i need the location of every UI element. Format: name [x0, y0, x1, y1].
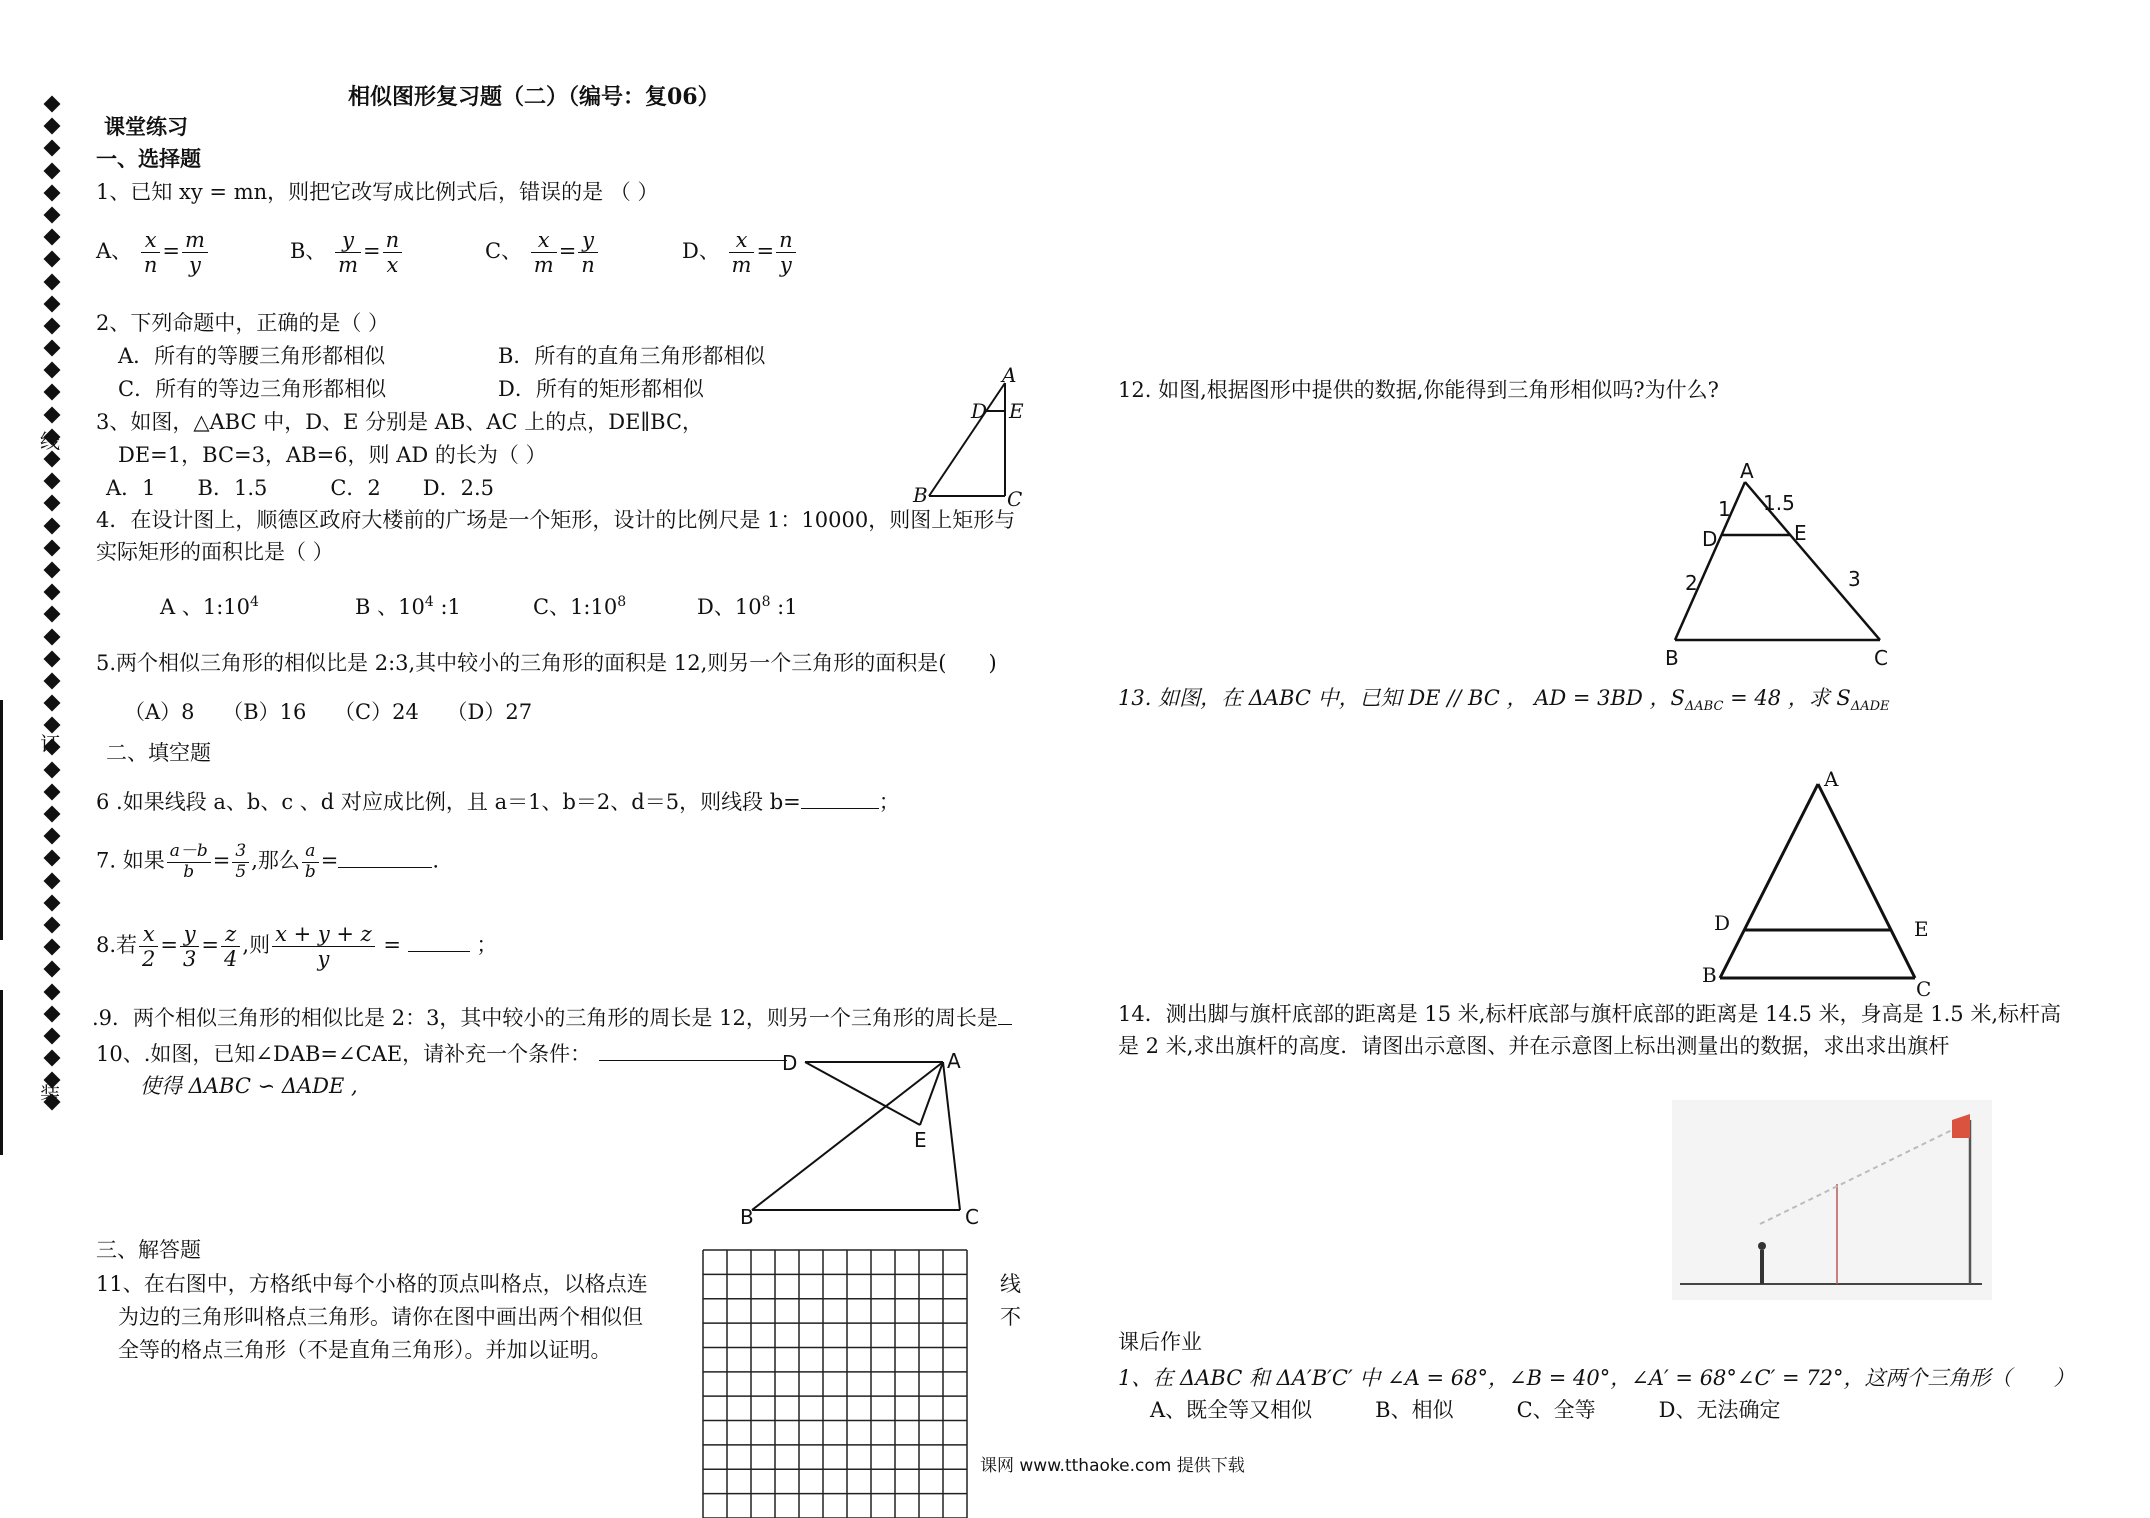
q3-label-b: B — [913, 483, 928, 507]
homework-title: 课后作业 — [1118, 1330, 1202, 1354]
margin-diamond-icon — [44, 850, 61, 867]
binding-mark-line: 线 — [40, 429, 60, 453]
q13-label-d: D — [1714, 911, 1731, 935]
question-4-option-b: B 、$10^4$ :1 — [355, 594, 461, 619]
question-12-stem: 12. 如图,根据图形中提供的数据,你能得到三角形相似吗?为什么? — [1118, 378, 1719, 402]
margin-diamond-icon — [44, 1050, 61, 1067]
question-1-option-c: C、 $\frac{x}{m}$ = $\frac{y}{n}$ — [485, 228, 600, 277]
margin-diamond-icon — [44, 983, 61, 1000]
margin-diamond-icon — [44, 273, 61, 290]
question-1-option-d: D、 $\frac{x}{m}$ = $\frac{n}{y}$ — [682, 228, 798, 277]
question-14-line1: 14．测出脚与旗杆底部的距离是 15 米,标杆底部与旗杆底部的距离是 14.5 米，身高是 1.5 米,标杆高 — [1118, 1002, 2061, 1026]
margin-diamond-column — [44, 98, 62, 1119]
question-13-figure — [1700, 767, 1940, 1001]
question-3-figure — [905, 363, 1045, 511]
margin-diamond-icon — [44, 406, 61, 423]
margin-diamond-icon — [44, 539, 61, 556]
margin-diamond-icon — [44, 872, 61, 889]
question-13-stem: 13. 如图，在 ΔABC 中，已知 DE // BC ， AD = 3BD ，$S_{\Delta ABC} = 48$ ，求 $S_{\Delta ADE}$ — [1118, 686, 1890, 715]
question-14-line2: 是 2 米,求出旗杆的高度．请图出示意图、并在示意图上标出测量出的数据，求出求出旗杆 — [1118, 1034, 1950, 1058]
binding-bar — [0, 990, 3, 1155]
margin-diamond-icon — [44, 916, 61, 933]
question-4-line1: 4．在设计图上，顺德区政府大楼前的广场是一个矩形，设计的比例尺是 1：10000，则图上矩形与 — [96, 508, 1016, 532]
margin-diamond-icon — [44, 184, 61, 201]
margin-diamond-icon — [44, 783, 61, 800]
question-4-option-c: C、$1:10^8$ — [533, 594, 627, 619]
page-title: 相似图形复习题（二）（编号：复06） — [348, 84, 720, 110]
margin-diamond-icon — [44, 650, 61, 667]
question-3-line1: 3、如图，△ABC 中，D、E 分别是 AB、AC 上的点，DE∥BC， — [96, 410, 704, 434]
question-2-option-c: C．所有的等边三角形都相似 — [118, 377, 387, 401]
q12-length-ad: 1 — [1718, 497, 1731, 521]
q12-length-db: 2 — [1685, 571, 1698, 595]
q13-label-a: A — [1824, 767, 1839, 791]
question-10-line1: 10、.如图，已知∠DAB=∠CAE，请补充一个条件： — [96, 1040, 787, 1067]
q10-label-b: B — [740, 1205, 754, 1229]
q13-label-c: C — [1916, 977, 1932, 1001]
margin-diamond-icon — [44, 584, 61, 601]
homework-question-1: 1、在 ΔABC 和 ΔA′B′C′ 中 ∠A = 68°，∠B = 40°，∠A′ = 68°∠C′ = 72°，这两个三角形（ ） — [1118, 1366, 2075, 1390]
question-11-line3: 全等的格点三角形（不是直角三角形）。并加以证明。 — [118, 1338, 612, 1362]
margin-diamond-icon — [44, 362, 61, 379]
margin-diamond-icon — [44, 229, 61, 246]
margin-diamond-icon — [44, 206, 61, 223]
right-mark-no: 不 — [1000, 1305, 1021, 1329]
margin-diamond-icon — [44, 761, 61, 778]
q12-label-d: D — [1702, 527, 1718, 551]
footer-source: 课网 www.tthaoke.com 提供下载 — [980, 1456, 1245, 1476]
margin-diamond-icon — [44, 894, 61, 911]
question-4-option-a: A 、$1:10^4$ — [160, 594, 259, 619]
margin-diamond-icon — [44, 140, 61, 157]
margin-diamond-icon — [44, 118, 61, 135]
section-heading-solve: 三、解答题 — [96, 1238, 201, 1262]
question-11-grid — [703, 1250, 967, 1518]
margin-diamond-icon — [44, 295, 61, 312]
question-12-figure — [1660, 460, 1900, 670]
q12-label-a: A — [1740, 459, 1754, 483]
question-4-line2: 实际矩形的面积比是（ ） — [96, 540, 334, 564]
margin-diamond-icon — [44, 251, 61, 268]
question-2-option-a: A．所有的等腰三角形都相似 — [118, 344, 386, 368]
question-10-figure — [740, 1049, 1010, 1229]
question-10-line2: 使得 ΔABC ∽ ΔADE , — [140, 1074, 358, 1098]
margin-diamond-icon — [44, 1005, 61, 1022]
q12-length-ec: 3 — [1848, 567, 1861, 591]
homework-question-1-options: A、既全等又相似 B、相似 C、全等 D、无法确定 — [1150, 1398, 1781, 1422]
binding-mark-install: 装 — [40, 1082, 60, 1106]
q10-label-d: D — [782, 1051, 798, 1075]
margin-diamond-icon — [44, 561, 61, 578]
margin-diamond-icon — [44, 495, 61, 512]
binding-bar — [0, 700, 3, 940]
q12-label-b: B — [1665, 646, 1679, 670]
margin-diamond-icon — [44, 1027, 61, 1044]
person-head-icon — [1758, 1242, 1766, 1250]
binding-mark-bind: 订 — [40, 732, 60, 756]
question-9: .9．两个相似三角形的相似比是 2：3，其中较小的三角形的周长是 12，则另一个三角形的周长是 — [92, 1004, 1012, 1031]
margin-diamond-icon — [44, 806, 61, 823]
question-1-option-b: B、 $\frac{y}{m}$ = $\frac{n}{x}$ — [290, 228, 404, 277]
question-7: 7. 如果 $\frac{a-b}{b}$ = $\frac{3}{5}$ ,那么 $\frac{a}{b}$ = . — [96, 841, 440, 882]
section-heading-choice: 一、选择题 — [96, 146, 201, 171]
section-heading-fill: 二、填空题 — [106, 741, 211, 765]
margin-diamond-icon — [44, 628, 61, 645]
question-2-option-d: D．所有的矩形都相似 — [498, 377, 704, 401]
margin-diamond-icon — [44, 961, 61, 978]
question-5-stem: 5.两个相似三角形的相似比是 2:3,其中较小的三角形的面积是 12,则另一个三角形的面积是( ) — [96, 651, 997, 675]
margin-diamond-icon — [44, 606, 61, 623]
margin-diamond-icon — [44, 317, 61, 334]
q3-label-c: C — [1007, 487, 1023, 511]
question-2-option-b: B．所有的直角三角形都相似 — [498, 344, 766, 368]
section-classwork: 课堂练习 — [104, 114, 188, 139]
question-5-options: （A）8 （B）16 （C）24 （D）27 — [124, 700, 533, 724]
question-14-flagpole-illustration — [1672, 1100, 1992, 1300]
question-8: 8.若 $\frac{x}{2}$ = $\frac{y}{3}$ = $\frac{z}{4}$ ,则 $\frac{x + y + z}{y}$ = ； — [96, 922, 498, 972]
q10-label-a: A — [947, 1049, 961, 1073]
question-4-option-d: D、$10^8$ :1 — [697, 594, 798, 619]
q10-label-e: E — [914, 1128, 927, 1152]
q13-label-e: E — [1914, 917, 1929, 941]
margin-diamond-icon — [44, 939, 61, 956]
question-1-option-a: A、 $\frac{x}{n}$ = $\frac{m}{y}$ — [96, 228, 210, 277]
q3-label-a: A — [1002, 363, 1017, 387]
q3-label-e: E — [1009, 399, 1024, 423]
margin-diamond-icon — [44, 340, 61, 357]
question-11-line2: 为边的三角形叫格点三角形。请你在图中画出两个相似但 — [118, 1305, 643, 1329]
margin-diamond-icon — [44, 517, 61, 534]
question-1-stem: 1、已知 xy = mn，则把它改写成比例式后，错误的是 （ ） — [96, 180, 659, 204]
margin-diamond-icon — [44, 473, 61, 490]
question-6: 6 .如果线段 a、b、c 、d 对应成比例，且 a＝1、b＝2、d＝5，则线段 b= ； — [96, 790, 900, 814]
margin-diamond-icon — [44, 672, 61, 689]
q12-label-e: E — [1794, 521, 1807, 545]
question-3-options: A．1 B．1.5 C．2 D．2.5 — [106, 476, 495, 500]
question-2-stem: 2、下列命题中，正确的是（ ） — [96, 311, 390, 335]
margin-diamond-icon — [44, 384, 61, 401]
margin-diamond-icon — [44, 96, 61, 113]
question-11-line1: 11、在右图中，方格纸中每个小格的顶点叫格点，以格点连 — [96, 1272, 648, 1296]
margin-diamond-icon — [44, 828, 61, 845]
q10-label-c: C — [965, 1205, 979, 1229]
question-3-line2: DE=1，BC=3，AB=6，则 AD 的长为（ ） — [118, 443, 547, 467]
margin-diamond-icon — [44, 162, 61, 179]
q13-label-b: B — [1702, 963, 1717, 987]
q12-label-c: C — [1874, 646, 1888, 670]
q12-length-ae: 1.5 — [1763, 491, 1795, 515]
q3-label-d: D — [971, 399, 988, 423]
right-mark-line: 线 — [1000, 1272, 1021, 1296]
margin-diamond-icon — [44, 695, 61, 712]
